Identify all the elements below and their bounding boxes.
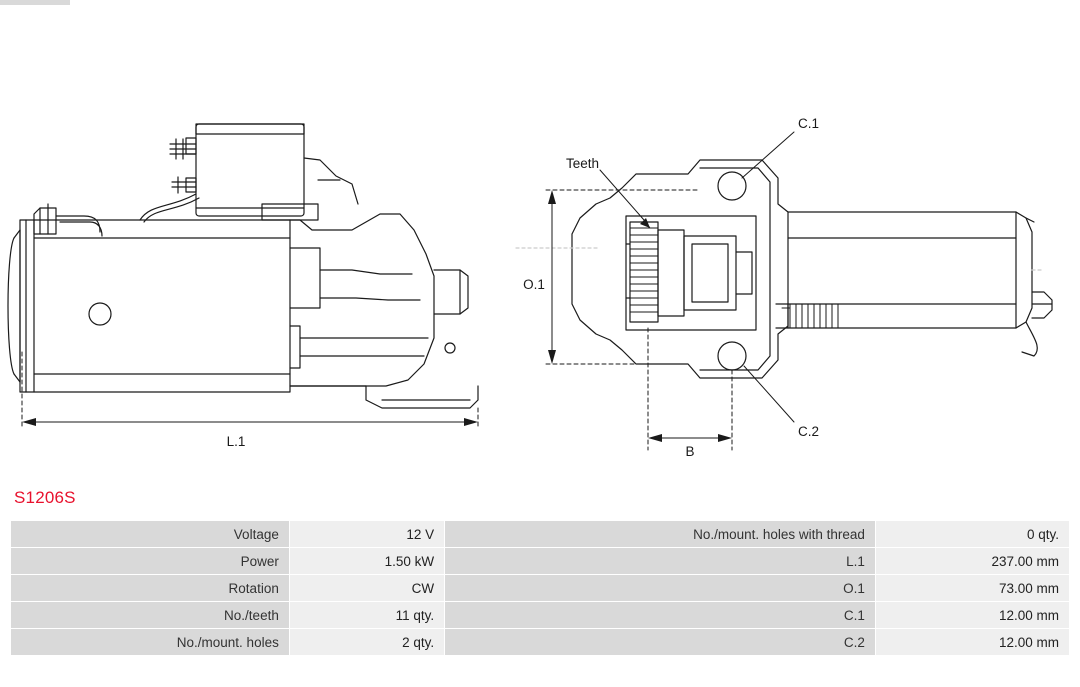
spec-value: 1.50 kW [289, 548, 444, 575]
label-O1: O.1 [523, 277, 545, 292]
label-C2: C.2 [798, 424, 820, 439]
end-view-group [516, 160, 1052, 378]
spec-label: No./mount. holes with thread [445, 521, 876, 548]
spec-value: 12 V [289, 521, 444, 548]
table-row [11, 602, 1070, 629]
side-view-group [8, 124, 478, 408]
label-L1: L.1 [226, 434, 246, 449]
top-accent-bar [0, 0, 70, 5]
starter-motor-drawing-svg [0, 8, 1080, 473]
label-B: B [685, 444, 695, 459]
spec-value: 0 qty. [875, 521, 1069, 548]
table-row [11, 575, 1070, 602]
spec-label: C.2 [445, 629, 876, 656]
spec-label: Voltage [11, 521, 290, 548]
spec-label: No./mount. holes [11, 629, 290, 656]
spec-label: C.1 [445, 602, 876, 629]
spec-label: L.1 [445, 548, 876, 575]
label-C1: C.1 [798, 116, 820, 131]
table-row [11, 548, 1070, 575]
spec-label: Rotation [11, 575, 290, 602]
spec-value: CW [289, 575, 444, 602]
spec-value: 73.00 mm [875, 575, 1069, 602]
label-teeth: Teeth [566, 156, 600, 171]
spec-value: 12.00 mm [875, 629, 1069, 656]
spec-value: 11 qty. [289, 602, 444, 629]
spec-label: Power [11, 548, 290, 575]
spec-value: 12.00 mm [875, 602, 1069, 629]
spec-value: 237.00 mm [875, 548, 1069, 575]
spec-label: No./teeth [11, 602, 290, 629]
page-title: S1206S [14, 488, 76, 507]
dimension-B [648, 328, 732, 450]
product-technical-drawings [0, 8, 1080, 473]
table-row [11, 521, 1070, 548]
specifications-table [10, 520, 1070, 656]
dimension-L1 [22, 352, 478, 428]
spec-value: 2 qty. [289, 629, 444, 656]
table-row [11, 629, 1070, 656]
spec-label: O.1 [445, 575, 876, 602]
